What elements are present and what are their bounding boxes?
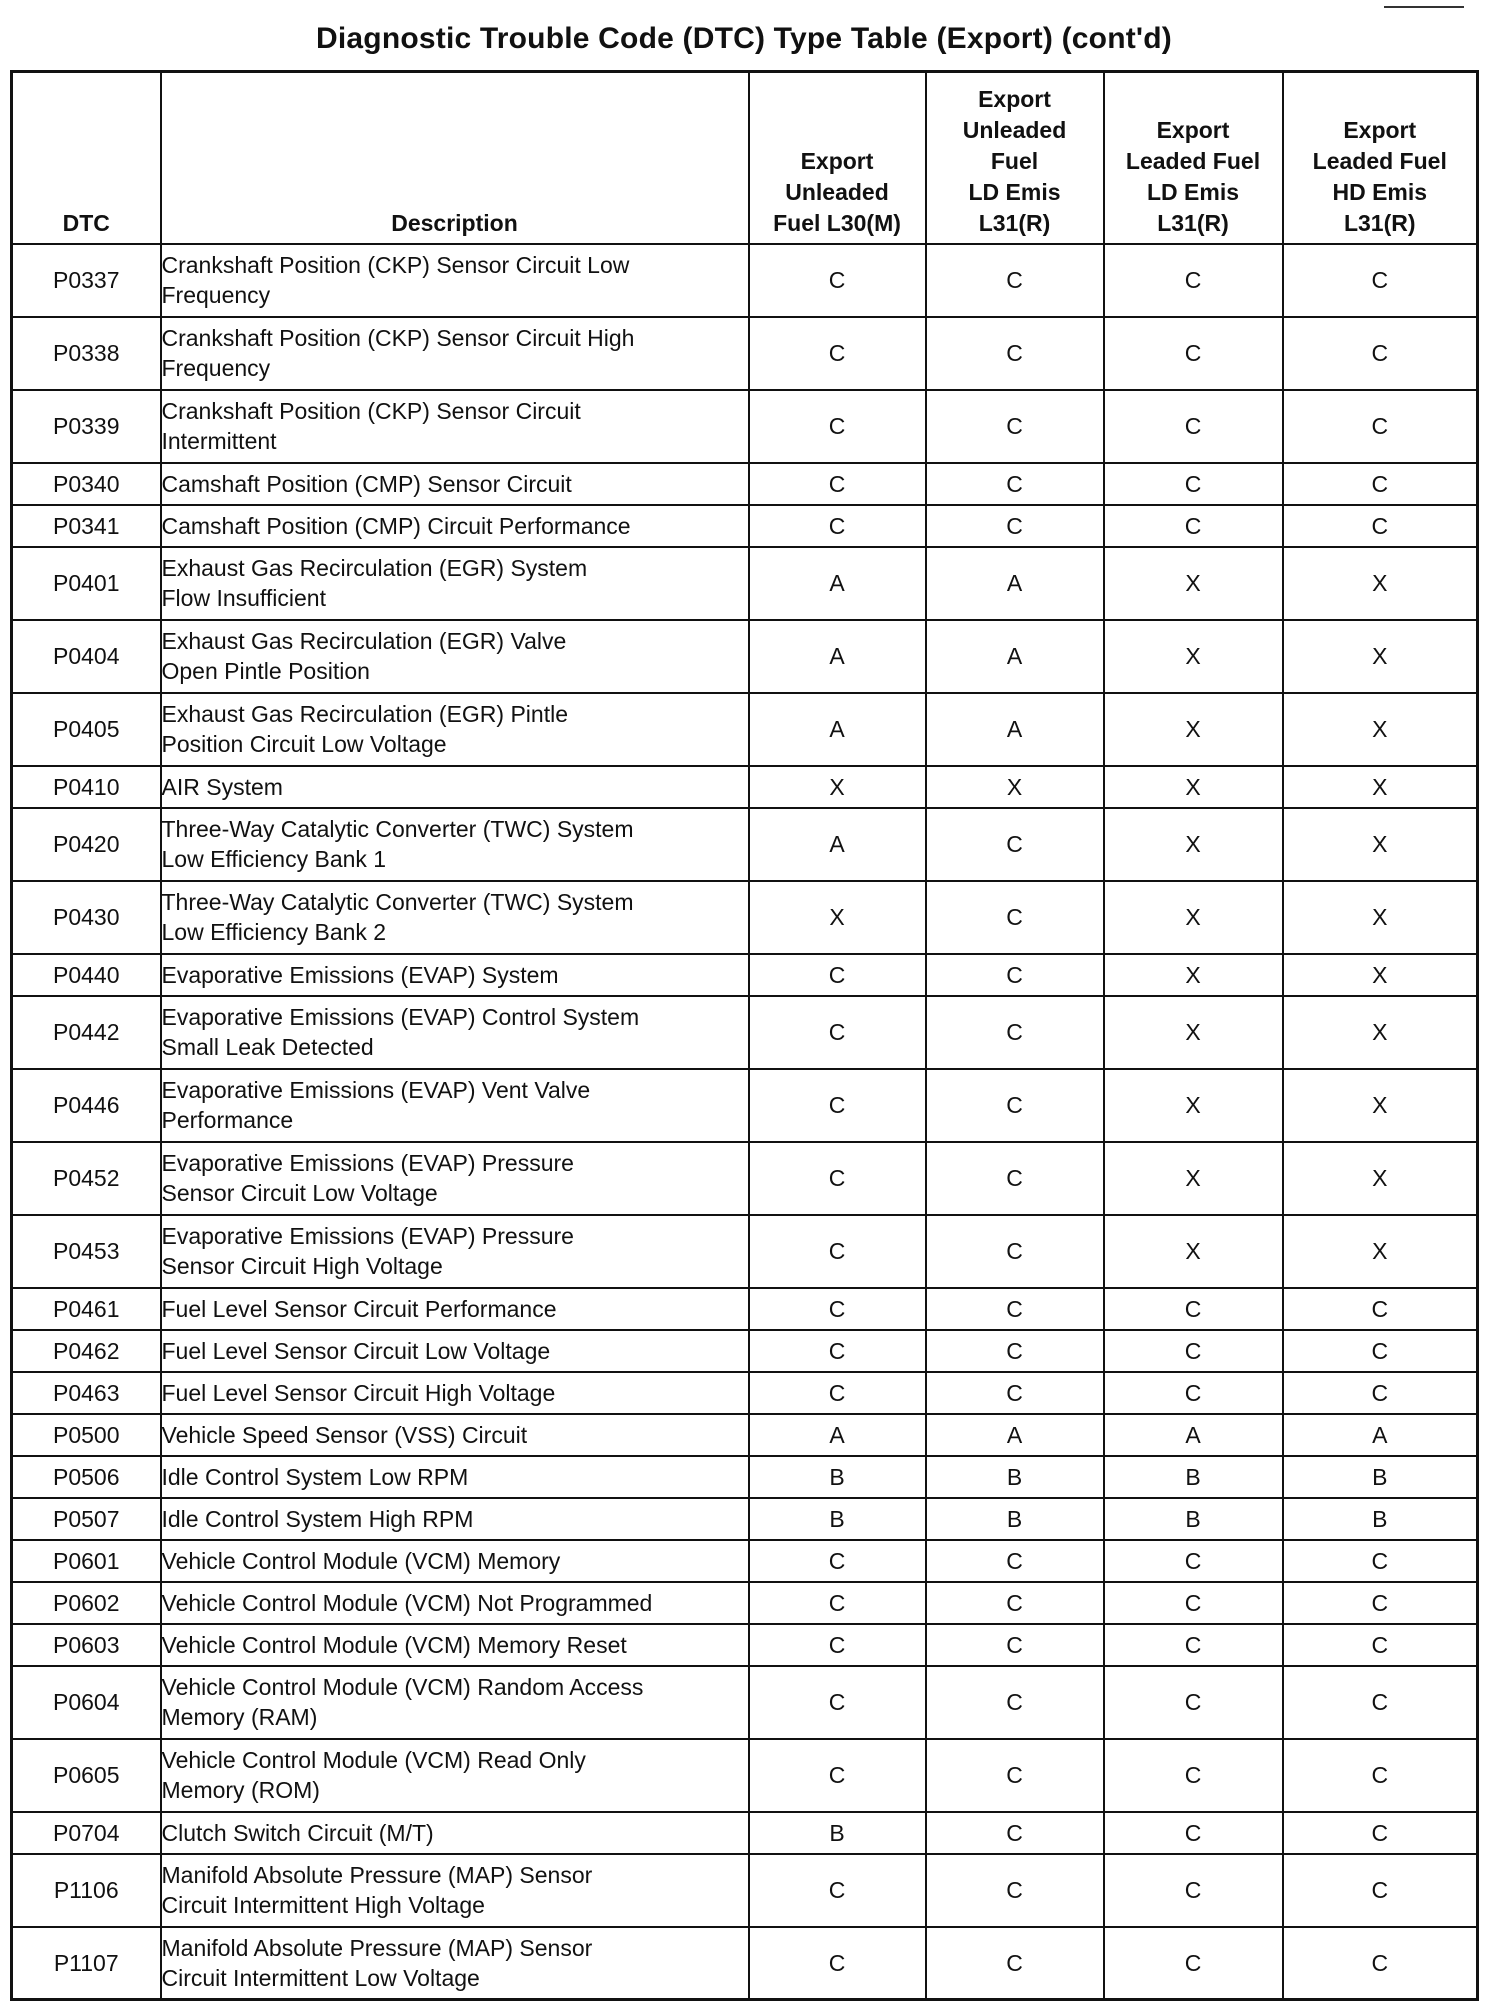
dtc-description: [161, 1456, 749, 1498]
description-line: Manifold Absolute Pressure (MAP) Sensor: [161, 1934, 593, 1961]
header-line: Unleaded: [962, 116, 1067, 143]
description-line: Manifold Absolute Pressure (MAP) Sensor: [161, 1862, 593, 1888]
dtc-type-cell: A: [749, 547, 926, 620]
dtc-type-cell: C: [749, 463, 926, 505]
dtc-description: [161, 1666, 749, 1739]
dtc-type-cell: C: [926, 808, 1104, 881]
dtc-type-cell: A: [1283, 1414, 1478, 1456]
dtc-type-cell: X: [1283, 1142, 1478, 1215]
dtc-description: [161, 1330, 749, 1372]
dtc-type-cell: C: [926, 996, 1104, 1069]
dtc-code: P0452: [12, 1142, 161, 1215]
dtc-type-cell: C: [749, 1215, 926, 1288]
dtc-type-cell: A: [749, 1414, 926, 1456]
dtc-description: [161, 505, 749, 547]
dtc-type-cell: C: [1104, 1288, 1283, 1330]
dtc-type-cell: C: [926, 244, 1104, 317]
table-row: [12, 547, 1478, 620]
table-row: [12, 1069, 1478, 1142]
dtc-type-cell: C: [1104, 1582, 1283, 1624]
dtc-type-cell: A: [1104, 1414, 1283, 1456]
dtc-description: [161, 954, 749, 996]
dtc-type-cell: X: [1283, 881, 1478, 954]
dtc-type-cell: C: [749, 244, 926, 317]
header-line: DTC: [62, 209, 110, 236]
dtc-description: [161, 1624, 749, 1666]
dtc-type-cell: C: [1283, 463, 1478, 505]
dtc-type-cell: C: [1283, 1812, 1478, 1854]
header-line: Export: [1343, 116, 1417, 143]
dtc-type-cell: C: [749, 1330, 926, 1372]
dtc-type-cell: C: [749, 996, 926, 1069]
description-line: Evaporative Emissions (EVAP) Vent Valve: [161, 1077, 591, 1103]
dtc-code: P0340: [12, 463, 161, 505]
dtc-description: [161, 1927, 749, 2000]
dtc-type-cell: C: [926, 881, 1104, 954]
export-leaded-ld-emis-column-header: [1104, 72, 1283, 244]
dtc-type-cell: C: [1283, 1372, 1478, 1414]
dtc-type-cell: C: [749, 954, 926, 996]
dtc-type-cell: C: [1104, 1927, 1283, 2000]
dtc-description: [161, 1498, 749, 1540]
dtc-description: [161, 1854, 749, 1927]
description-line: Sensor Circuit High Voltage: [161, 1253, 443, 1279]
table-body: [12, 244, 1478, 2000]
dtc-type-cell: C: [1283, 1582, 1478, 1624]
dtc-type-cell: C: [1104, 1372, 1283, 1414]
table-row: [12, 1582, 1478, 1624]
dtc-description: [161, 620, 749, 693]
dtc-description: [161, 996, 749, 1069]
description-line: Vehicle Control Module (VCM) Read Only: [161, 1747, 586, 1773]
dtc-type-cell: X: [1104, 808, 1283, 881]
dtc-type-cell: C: [926, 1812, 1104, 1854]
description-line: Intermittent: [161, 428, 277, 454]
dtc-type-cell: X: [749, 766, 926, 808]
header-line: Fuel: [990, 147, 1039, 174]
dtc-type-cell: C: [1283, 317, 1478, 390]
dtc-code: P0605: [12, 1739, 161, 1812]
dtc-description: [161, 766, 749, 808]
dtc-type-cell: A: [926, 620, 1104, 693]
header-line: Export: [978, 85, 1051, 112]
dtc-type-cell: C: [749, 1372, 926, 1414]
dtc-code: P0446: [12, 1069, 161, 1142]
dtc-type-cell: C: [926, 505, 1104, 547]
table-row: [12, 1666, 1478, 1739]
table-row: [12, 996, 1478, 1069]
description-line: Vehicle Control Module (VCM) Memory Reset: [161, 1631, 627, 1658]
dtc-type-cell: A: [926, 1414, 1104, 1456]
description-line: Exhaust Gas Recirculation (EGR) Pintle: [161, 701, 568, 727]
header-line: L31(R): [1343, 209, 1416, 236]
dtc-type-cell: C: [1104, 1854, 1283, 1927]
header-line: Leaded Fuel: [1125, 147, 1261, 174]
table-row: [12, 881, 1478, 954]
dtc-type-cell: C: [749, 1582, 926, 1624]
dtc-type-cell: X: [1104, 881, 1283, 954]
dtc-type-cell: C: [1104, 463, 1283, 505]
dtc-type-cell: C: [926, 1582, 1104, 1624]
dtc-type-cell: C: [1283, 1854, 1478, 1927]
export-unleaded-ld-emis-column-header: [926, 72, 1104, 244]
dtc-type-cell: C: [926, 463, 1104, 505]
header-row: [12, 72, 1478, 244]
dtc-code: P0401: [12, 547, 161, 620]
dtc-type-cell: C: [926, 954, 1104, 996]
dtc-type-cell: C: [926, 1666, 1104, 1739]
description-line: AIR System: [161, 773, 283, 800]
dtc-type-cell: C: [749, 1666, 926, 1739]
header-line: HD Emis: [1332, 178, 1428, 205]
dtc-description: [161, 808, 749, 881]
dtc-type-cell: C: [749, 1288, 926, 1330]
dtc-code: P0341: [12, 505, 161, 547]
dtc-code: P0603: [12, 1624, 161, 1666]
description-line: Memory (ROM): [161, 1777, 320, 1803]
dtc-type-cell: A: [749, 808, 926, 881]
header-line: Unleaded: [785, 178, 889, 205]
dtc-type-cell: C: [749, 390, 926, 463]
dtc-type-cell: C: [749, 1624, 926, 1666]
description-column-header: [161, 72, 749, 244]
header-line: L31(R): [1157, 209, 1229, 236]
dtc-type-cell: X: [1283, 620, 1478, 693]
description-line: Frequency: [161, 355, 271, 381]
dtc-type-cell: A: [749, 620, 926, 693]
table-row: [12, 390, 1478, 463]
dtc-type-cell: C: [749, 505, 926, 547]
header-line: Fuel L30(M): [773, 209, 901, 236]
dtc-column-header: [12, 72, 161, 244]
dtc-description: [161, 390, 749, 463]
dtc-type-cell: C: [926, 1330, 1104, 1372]
dtc-code: P0704: [12, 1812, 161, 1854]
dtc-code: P0337: [12, 244, 161, 317]
table-row: [12, 1372, 1478, 1414]
dtc-type-cell: C: [1104, 390, 1283, 463]
dtc-description: [161, 1582, 749, 1624]
description-line: Fuel Level Sensor Circuit Low Voltage: [161, 1337, 551, 1364]
table-row: [12, 1330, 1478, 1372]
page-title: Diagnostic Trouble Code (DTC) Type Table (Export) (cont'd): [316, 22, 1172, 55]
table-row: [12, 954, 1478, 996]
dtc-code: P0404: [12, 620, 161, 693]
header-line: Export: [1156, 116, 1230, 143]
table-row: [12, 1142, 1478, 1215]
dtc-type-cell: X: [1283, 808, 1478, 881]
dtc-description: [161, 317, 749, 390]
description-line: Low Efficiency Bank 2: [161, 919, 387, 945]
dtc-type-cell: X: [749, 881, 926, 954]
dtc-description: [161, 1372, 749, 1414]
description-line: Flow Insufficient: [161, 585, 326, 611]
dtc-type-cell: C: [926, 1215, 1104, 1288]
dtc-type-cell: C: [1283, 1739, 1478, 1812]
dtc-type-cell: X: [1104, 620, 1283, 693]
dtc-type-cell: X: [1283, 766, 1478, 808]
dtc-type-cell: X: [1104, 766, 1283, 808]
dtc-type-cell: X: [1104, 693, 1283, 766]
header-line: LD Emis: [968, 178, 1061, 205]
table-row: [12, 766, 1478, 808]
dtc-code: P1106: [12, 1854, 161, 1927]
dtc-description: [161, 1739, 749, 1812]
dtc-code: P0507: [12, 1498, 161, 1540]
dtc-type-cell: C: [1104, 317, 1283, 390]
dtc-code: P0506: [12, 1456, 161, 1498]
dtc-type-cell: B: [926, 1498, 1104, 1540]
description-line: Three-Way Catalytic Converter (TWC) System: [161, 889, 634, 915]
dtc-type-cell: C: [1283, 244, 1478, 317]
description-line: Evaporative Emissions (EVAP) System: [161, 961, 559, 988]
dtc-type-cell: C: [1104, 1666, 1283, 1739]
dtc-code: P0442: [12, 996, 161, 1069]
dtc-type-cell: C: [749, 1739, 926, 1812]
dtc-type-cell: C: [1104, 1624, 1283, 1666]
dtc-type-cell: B: [926, 1456, 1104, 1498]
description-line: Three-Way Catalytic Converter (TWC) System: [161, 816, 634, 842]
description-line: Vehicle Control Module (VCM) Random Access: [161, 1674, 644, 1700]
description-line: Exhaust Gas Recirculation (EGR) Valve: [161, 628, 567, 654]
description-line: Idle Control System Low RPM: [161, 1463, 469, 1490]
dtc-description: [161, 1215, 749, 1288]
dtc-type-cell: C: [926, 1739, 1104, 1812]
table-row: [12, 808, 1478, 881]
dtc-type-cell: C: [926, 317, 1104, 390]
dtc-type-cell: C: [749, 1854, 926, 1927]
description-line: Frequency: [161, 282, 271, 308]
table-row: [12, 1739, 1478, 1812]
dtc-type-cell: X: [1104, 1215, 1283, 1288]
table-row: [12, 505, 1478, 547]
dtc-type-cell: X: [1283, 1069, 1478, 1142]
dtc-type-cell: C: [926, 1927, 1104, 2000]
dtc-type-cell: B: [749, 1456, 926, 1498]
dtc-type-cell: X: [1283, 1215, 1478, 1288]
description-line: Evaporative Emissions (EVAP) Pressure: [161, 1223, 574, 1249]
dtc-code: P0405: [12, 693, 161, 766]
dtc-type-cell: X: [1104, 1142, 1283, 1215]
dtc-description: [161, 244, 749, 317]
dtc-description: [161, 1812, 749, 1854]
dtc-type-cell: C: [749, 1927, 926, 2000]
dtc-type-cell: C: [1104, 1812, 1283, 1854]
description-line: Low Efficiency Bank 1: [161, 846, 387, 872]
table-row: [12, 1812, 1478, 1854]
dtc-code: P0602: [12, 1582, 161, 1624]
dtc-description: [161, 1414, 749, 1456]
dtc-type-cell: X: [1104, 954, 1283, 996]
description-line: Fuel Level Sensor Circuit High Voltage: [161, 1379, 556, 1406]
dtc-type-cell: X: [1104, 1069, 1283, 1142]
dtc-code: P0410: [12, 766, 161, 808]
description-line: Clutch Switch Circuit (M/T): [161, 1819, 434, 1846]
description-line: Crankshaft Position (CKP) Sensor Circuit High: [161, 325, 635, 351]
table-row: [12, 1927, 1478, 2000]
dtc-type-cell: C: [1283, 505, 1478, 547]
description-line: Crankshaft Position (CKP) Sensor Circuit: [161, 398, 581, 424]
dtc-type-cell: C: [926, 1142, 1104, 1215]
dtc-type-cell: A: [926, 693, 1104, 766]
dtc-code: P0453: [12, 1215, 161, 1288]
dtc-code: P0338: [12, 317, 161, 390]
dtc-type-cell: C: [926, 1372, 1104, 1414]
dtc-type-cell: C: [926, 390, 1104, 463]
header-line: Description: [391, 209, 518, 236]
dtc-code: P0420: [12, 808, 161, 881]
dtc-type-table: [10, 70, 1479, 2001]
dtc-code: P0462: [12, 1330, 161, 1372]
dtc-type-cell: B: [749, 1498, 926, 1540]
dtc-type-cell: C: [926, 1854, 1104, 1927]
dtc-type-cell: C: [1104, 244, 1283, 317]
dtc-type-cell: X: [1104, 547, 1283, 620]
dtc-description: [161, 463, 749, 505]
dtc-type-cell: C: [749, 1540, 926, 1582]
dtc-type-cell: C: [1283, 1330, 1478, 1372]
dtc-code: P0604: [12, 1666, 161, 1739]
table-row: [12, 693, 1478, 766]
table-row: [12, 1414, 1478, 1456]
dtc-description: [161, 547, 749, 620]
dtc-type-cell: C: [1283, 1540, 1478, 1582]
dtc-type-cell: C: [1283, 1666, 1478, 1739]
dtc-type-cell: C: [926, 1540, 1104, 1582]
dtc-description: [161, 881, 749, 954]
dtc-code: P0430: [12, 881, 161, 954]
description-line: Open Pintle Position: [161, 658, 370, 684]
description-line: Memory (RAM): [161, 1704, 318, 1730]
description-line: Vehicle Control Module (VCM) Memory: [161, 1547, 561, 1574]
dtc-description: [161, 1540, 749, 1582]
table-row: [12, 1854, 1478, 1927]
dtc-type-cell: C: [1283, 1927, 1478, 2000]
description-line: Circuit Intermittent High Voltage: [161, 1892, 485, 1918]
table-row: [12, 1540, 1478, 1582]
dtc-type-cell: B: [1104, 1456, 1283, 1498]
dtc-code: P0500: [12, 1414, 161, 1456]
description-line: Camshaft Position (CMP) Circuit Performance: [161, 512, 631, 539]
dtc-type-cell: B: [1283, 1498, 1478, 1540]
dtc-code: P0601: [12, 1540, 161, 1582]
dtc-type-cell: B: [1283, 1456, 1478, 1498]
dtc-type-cell: X: [1104, 996, 1283, 1069]
description-line: Performance: [161, 1107, 294, 1133]
dtc-type-cell: X: [1283, 693, 1478, 766]
header-line: LD Emis: [1146, 178, 1240, 205]
table-row: [12, 620, 1478, 693]
dtc-type-cell: C: [1283, 1624, 1478, 1666]
dtc-type-cell: B: [749, 1812, 926, 1854]
dtc-type-cell: C: [1283, 390, 1478, 463]
dtc-type-cell: A: [926, 547, 1104, 620]
dtc-description: [161, 1142, 749, 1215]
dtc-type-cell: X: [1283, 996, 1478, 1069]
description-line: Sensor Circuit Low Voltage: [161, 1180, 438, 1206]
description-line: Camshaft Position (CMP) Sensor Circuit: [161, 470, 572, 497]
description-line: Evaporative Emissions (EVAP) Pressure: [161, 1150, 574, 1176]
description-line: Circuit Intermittent Low Voltage: [161, 1964, 480, 1991]
dtc-type-cell: C: [1104, 1330, 1283, 1372]
dtc-type-cell: C: [749, 1142, 926, 1215]
dtc-type-cell: C: [749, 317, 926, 390]
dtc-code: P1107: [12, 1927, 161, 2000]
dtc-code: P0440: [12, 954, 161, 996]
table-row: [12, 1288, 1478, 1330]
description-line: Fuel Level Sensor Circuit Performance: [161, 1295, 557, 1322]
dtc-type-cell: X: [926, 766, 1104, 808]
dtc-type-cell: C: [926, 1624, 1104, 1666]
export-leaded-hd-emis-column-header: [1283, 72, 1478, 244]
dtc-code: P0339: [12, 390, 161, 463]
dtc-type-cell: C: [926, 1069, 1104, 1142]
description-line: Vehicle Control Module (VCM) Not Programmed: [161, 1589, 653, 1616]
description-line: Idle Control System High RPM: [161, 1505, 474, 1532]
description-line: Crankshaft Position (CKP) Sensor Circuit Low: [161, 252, 630, 278]
table-row: [12, 1624, 1478, 1666]
corner-rule: [1384, 6, 1464, 8]
dtc-type-cell: C: [926, 1288, 1104, 1330]
dtc-description: [161, 1069, 749, 1142]
dtc-description: [161, 693, 749, 766]
dtc-type-cell: X: [1283, 954, 1478, 996]
dtc-code: P0461: [12, 1288, 161, 1330]
header-line: Leaded Fuel: [1312, 147, 1447, 174]
dtc-type-cell: C: [1283, 1288, 1478, 1330]
export-unleaded-l30m-column-header: [749, 72, 926, 244]
description-line: Exhaust Gas Recirculation (EGR) System: [161, 555, 588, 581]
table-row: [12, 463, 1478, 505]
table-row: [12, 1215, 1478, 1288]
table-row: [12, 317, 1478, 390]
table-row: [12, 244, 1478, 317]
dtc-description: [161, 1288, 749, 1330]
dtc-type-cell: C: [749, 1069, 926, 1142]
description-line: Position Circuit Low Voltage: [161, 731, 447, 757]
dtc-type-cell: X: [1283, 547, 1478, 620]
table-row: [12, 1456, 1478, 1498]
description-line: Vehicle Speed Sensor (VSS) Circuit: [161, 1421, 528, 1448]
dtc-type-cell: C: [1104, 1739, 1283, 1812]
dtc-type-cell: C: [1104, 1540, 1283, 1582]
dtc-type-cell: B: [1104, 1498, 1283, 1540]
description-line: Evaporative Emissions (EVAP) Control System: [161, 1004, 640, 1030]
header-line: L31(R): [978, 209, 1051, 236]
header-line: Export: [800, 147, 874, 174]
dtc-code: P0463: [12, 1372, 161, 1414]
description-line: Small Leak Detected: [161, 1034, 374, 1060]
table-row: [12, 1498, 1478, 1540]
dtc-type-cell: C: [1104, 505, 1283, 547]
dtc-type-cell: A: [749, 693, 926, 766]
